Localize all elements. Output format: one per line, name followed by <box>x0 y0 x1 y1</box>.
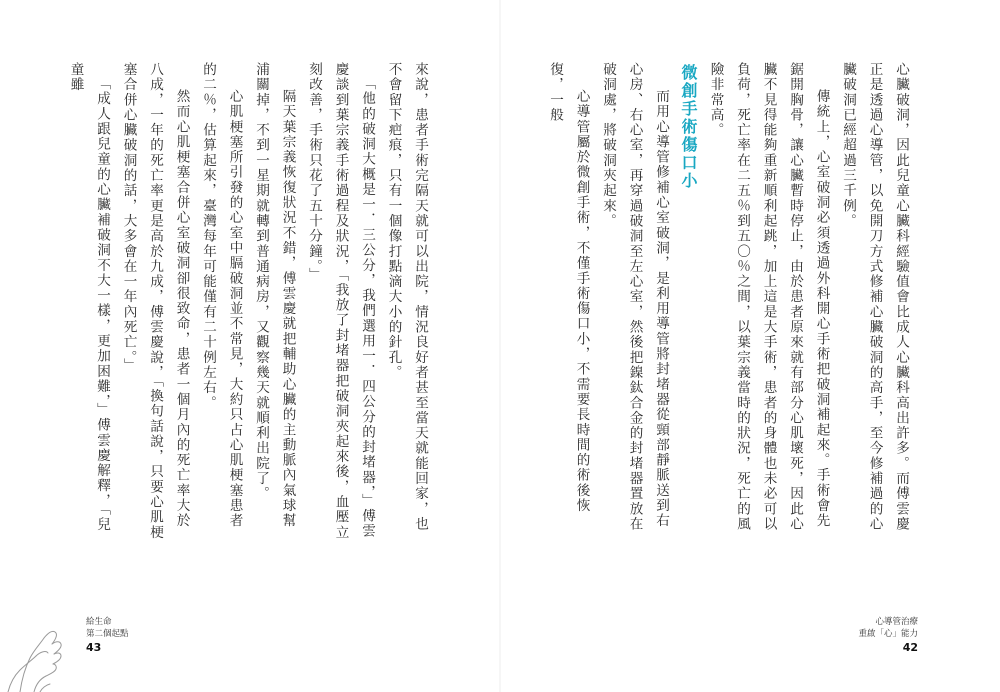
page-gutter <box>499 0 501 692</box>
page-number: 43 <box>86 641 102 654</box>
book-title: 給生命 <box>86 617 112 627</box>
chapter-subtitle: 重啟「心」能力 <box>858 629 918 639</box>
paragraph: 然而心肌梗塞合併心室破洞卻很致命，患者一個月內的死亡率大於八成，一年的死亡率更是高於九成，傅雲慶說，「換句話說，只要心肌梗塞合併心臟破洞的話，大多會在一年內死亡。」 <box>120 62 190 540</box>
right-page-footer <box>858 616 918 654</box>
left-page-footer <box>86 616 129 654</box>
paragraph: 隔天葉宗義恢復狀況不錯，傅雲慶就把輔助心臟的主動脈內氣球幫浦關掉，不到一星期就轉到普通病房，又觀察幾天就順利出院了。 <box>253 62 296 529</box>
right-page-body <box>544 62 914 540</box>
paragraph: 心導管屬於微創手術，不僅手術傷口小，不需要長時間的術後恢復，一般 <box>547 62 590 514</box>
page-number: 42 <box>902 641 918 654</box>
left-page-body <box>67 62 433 540</box>
paragraph: 心臟破洞，因此兒童心臟科經驗值會比成人心臟科高出許多。而傅雲慶正是透過心導管，以免開刀方式修補心臟破洞的高手，至今修補過的心臟破洞已經超過三千例。 <box>840 62 909 532</box>
paragraph: 傳統上，心室破洞必須透過外科開心手術把破洞補起來。手術會先鋸開胸骨，讓心臟暫時停止，由於患者原來就有部分心肌壞死，因此心臟不見得能夠重新順利起跳，加上這是大手術，患者的身體也未必可以負荷，死亡率在二五％到五〇％之間，以葉宗義當時的狀況，死亡的風險非常高。 <box>707 62 830 532</box>
hands-illustration-icon <box>0 600 86 692</box>
section-heading: 微創手術傷口小 <box>679 64 698 190</box>
chapter-title: 心導管治療 <box>875 617 918 627</box>
paragraph: 心肌梗塞所引發的心室中膈破洞並不常見，大約只占心肌梗塞患者的二％，估算起來，臺灣每年可能僅有二十例左右。 <box>200 62 243 529</box>
paragraph: 「他的破洞大概是一．三公分，我們選用一．四公分的封堵器，」傅雲慶談到葉宗義手術過程及狀況，「我放了封堵器把破洞夾起來後，血壓立刻改善，手術只花了五十分鐘。」 <box>306 62 375 540</box>
paragraph: 而用心導管修補心室破洞，是利用導管將封堵器從頸部靜脈送到右心房、右心室，再穿過破洞至左心室，然後把鎳鈦合金的封堵器置放在破洞處，將破洞夾起來。 <box>600 62 669 532</box>
paragraph: 來說，患者手術完隔天就可以出院，情況良好者甚至當天就能回家，也不會留下疤痕，只有一個像打點滴大小的針孔。 <box>385 62 428 532</box>
paragraph: 「成人跟兒童的心臟補破洞不大一樣，更加困難，」傅雲慶解釋，「兒童雖 <box>67 62 110 532</box>
book-subtitle: 第二個起點 <box>86 629 129 639</box>
